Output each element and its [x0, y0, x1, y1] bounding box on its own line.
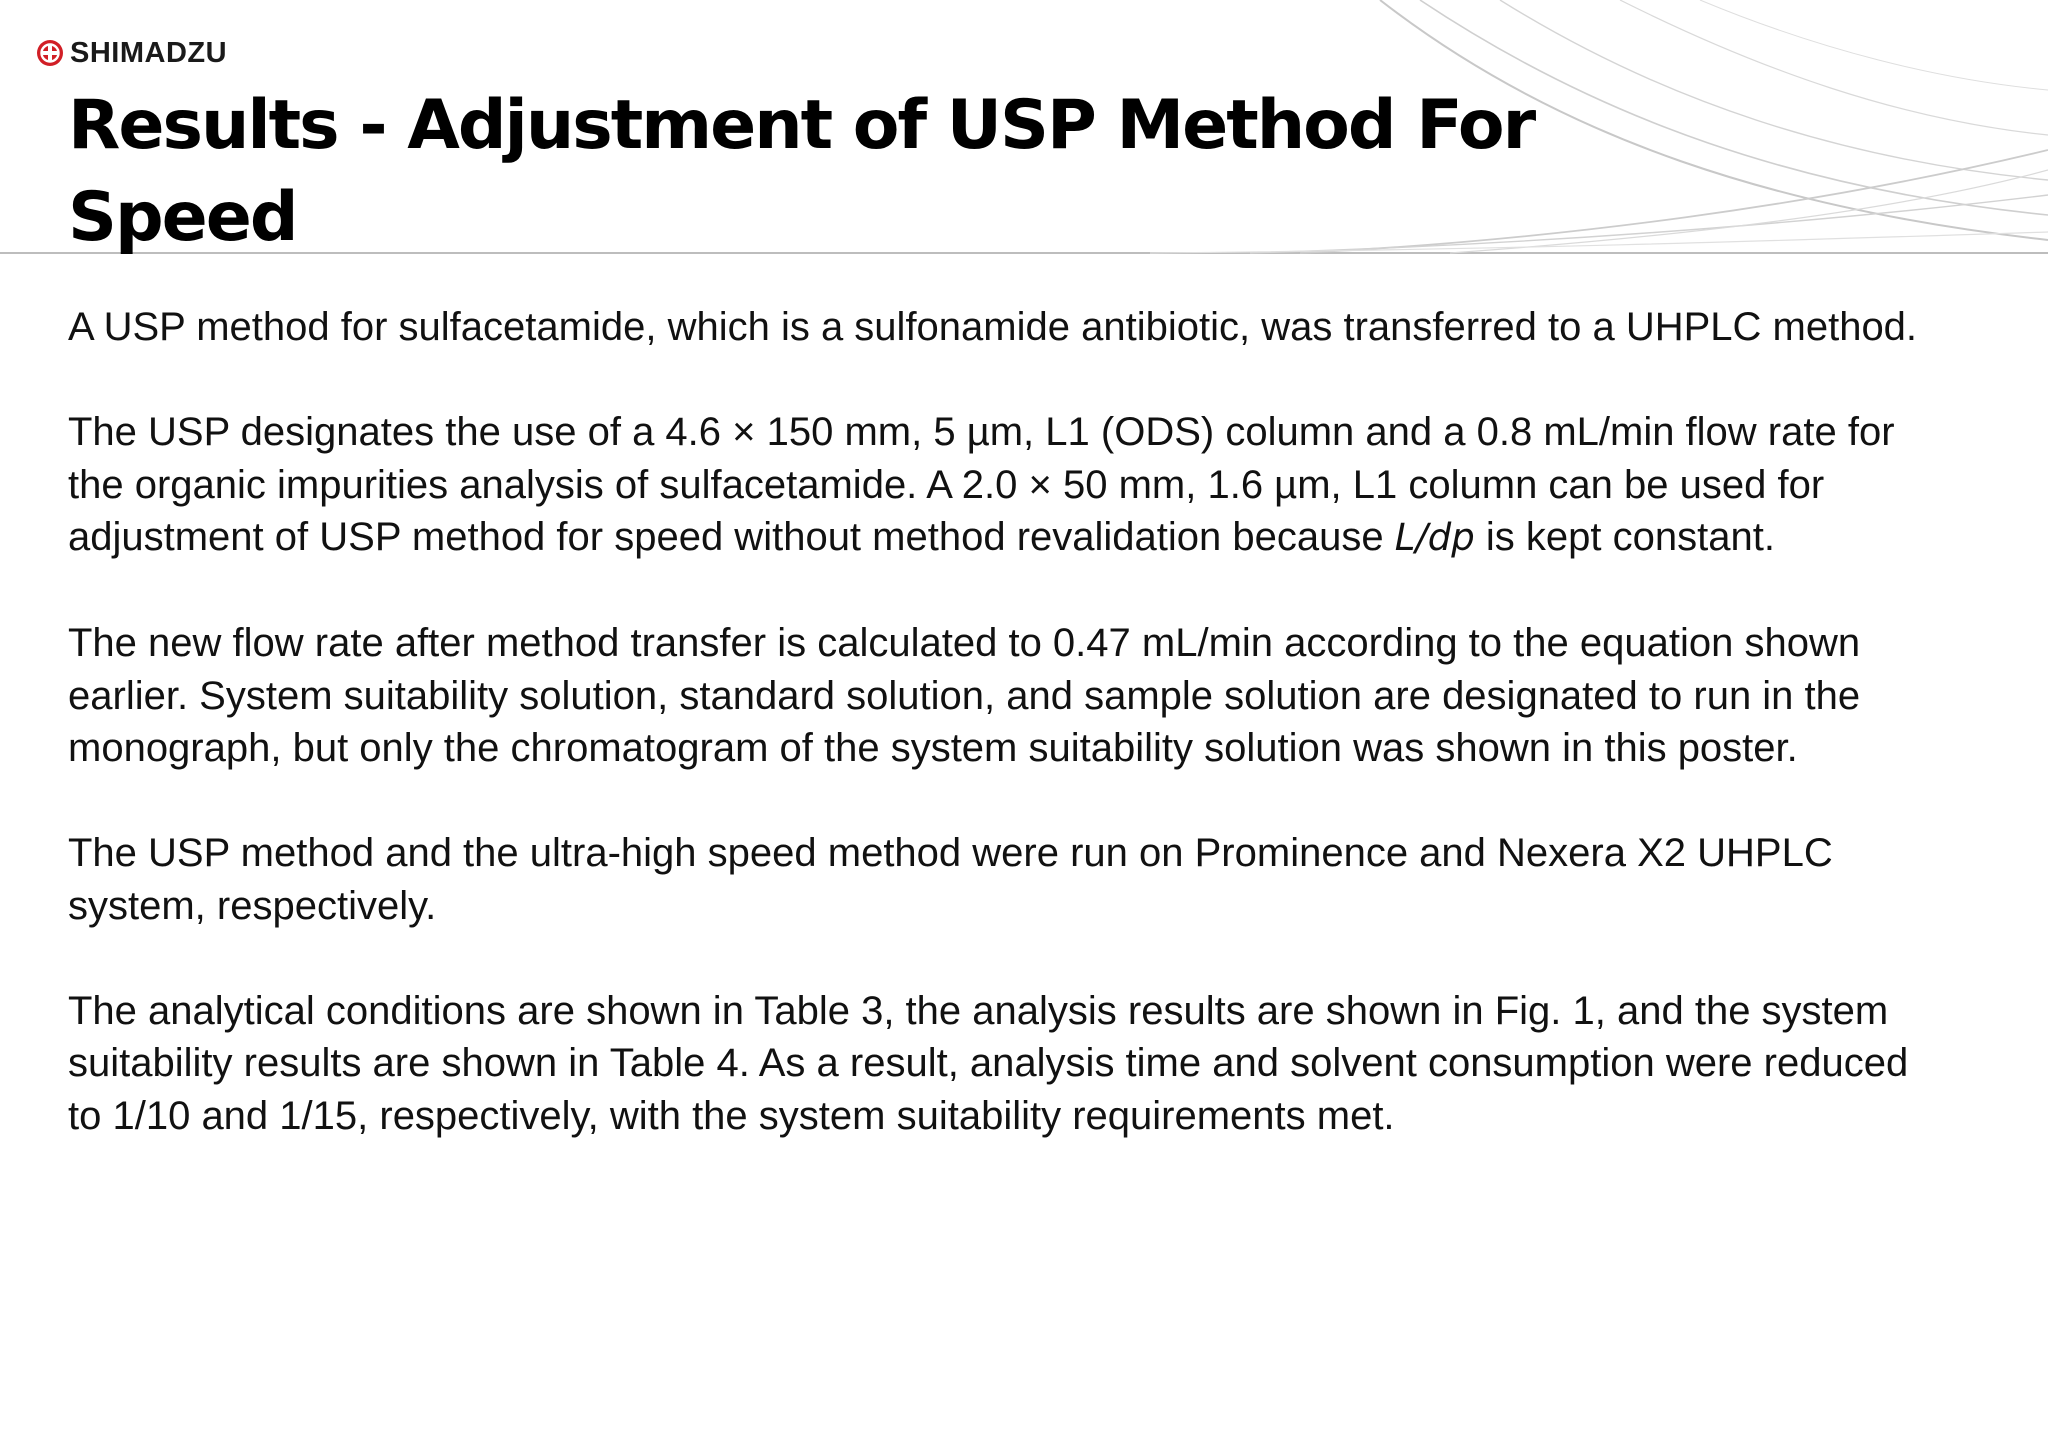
slide-title: Results - Adjustment of USP Method For Speed — [68, 86, 1535, 257]
swoosh-line-4 — [1620, 0, 2048, 135]
body-text — [68, 301, 1948, 1142]
paragraph-2-text-start: The USP designates the use of a 4.6 × 150 mm, 5 µm, L1 (ODS) column and a 0.8 mL/min flow rate for the organic impurities analysis of sulfacetamide. A 2.0 × 50 mm, 1.6 µm, L1 column can be used for adjustment of USP method for speed without method revalidation because — [68, 410, 1895, 559]
paragraph-5: The analytical conditions are shown in Table 3, the analysis results are shown in Fig. 1, and the system suitability results are shown in Table 4. As a result, analysis time and solvent consumption were reduced to 1/10 and 1/15, respectively, with the system suitability requirements met. — [68, 988, 1909, 1138]
paragraph-3: The new flow rate after method transfer is calculated to 0.47 mL/min according to the equation shown earlier. System suitability solution, standard solution, and sample solution are designated to run in the monograph, but only the chromatogram of the system suitability solution was shown in this poster. — [68, 621, 1861, 770]
shimadzu-logo-icon — [36, 39, 64, 67]
brand-logo-text: SHIMADZU — [70, 37, 228, 69]
brand-logo — [36, 37, 227, 69]
paragraph-2-text-end: is kept constant. — [1474, 515, 1775, 559]
paragraph-2 — [68, 406, 1948, 565]
swoosh-line-9 — [1700, 0, 2048, 90]
paragraph-1: A USP method for sulfacetamide, which is a sulfonamide antibiotic, was transferred to a UHPLC method. — [68, 305, 1918, 349]
paragraph-4: The USP method and the ultra-high speed method were run on Prominence and Nexera X2 UHPLC system, respectively. — [68, 831, 1833, 928]
paragraph-2-italic-term: L/dp — [1394, 516, 1475, 559]
swoosh-line-3 — [1500, 0, 2048, 180]
